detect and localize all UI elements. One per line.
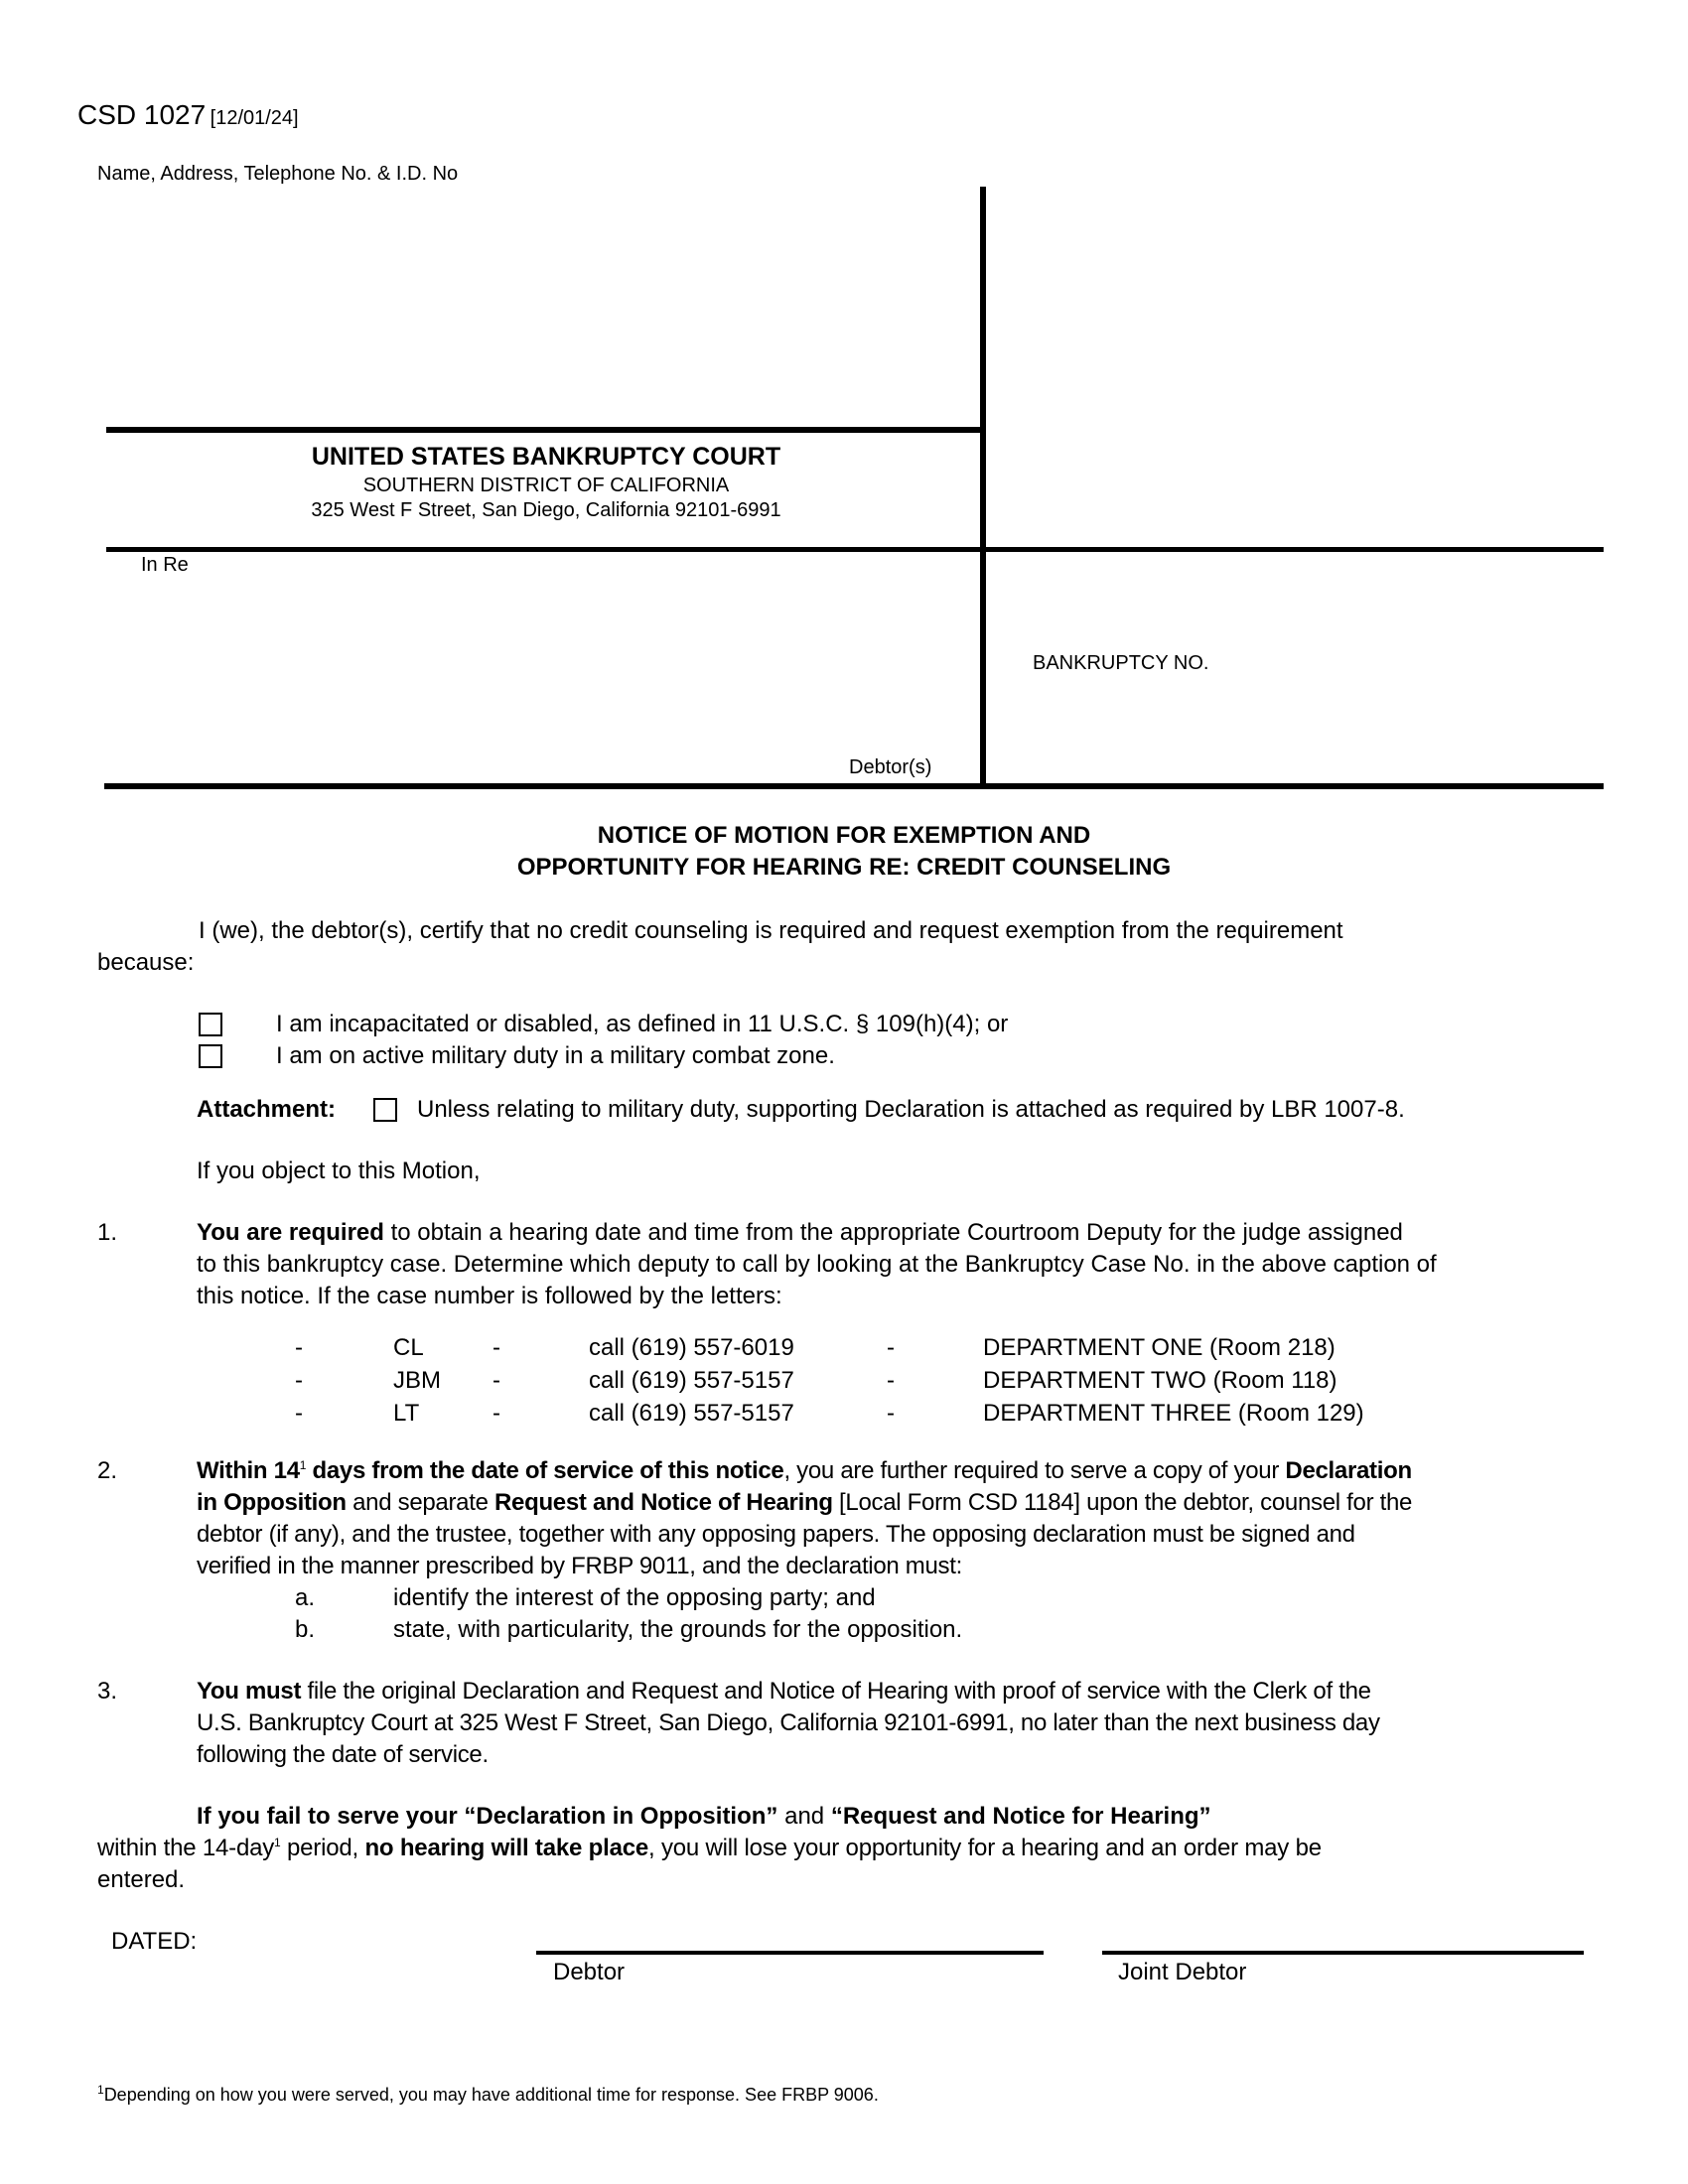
attachment-label: Attachment: bbox=[197, 1096, 337, 1123]
item2-line4: verified in the manner prescribed by FRBP 9011, and the declaration must: bbox=[197, 1553, 962, 1579]
intro-line2: because: bbox=[97, 949, 195, 976]
item3-line3: following the date of service. bbox=[197, 1741, 489, 1768]
form-id: CSD 1027 [12/01/24] bbox=[77, 99, 299, 130]
intro-line1: I (we), the debtor(s), certify that no credit counseling is required and request exemption from the requirement bbox=[199, 917, 1343, 944]
in-re-label: In Re bbox=[141, 554, 189, 576]
item2-number: 2. bbox=[97, 1457, 118, 1484]
checkbox-attachment[interactable] bbox=[373, 1098, 397, 1127]
court-address: 325 West F Street, San Diego, California 92101-6991 bbox=[311, 499, 781, 521]
objection-intro: If you object to this Motion, bbox=[197, 1158, 481, 1184]
checkbox-military[interactable] bbox=[199, 1044, 222, 1073]
item3-number: 3. bbox=[97, 1678, 118, 1705]
item2-line2: in Opposition and separate Request and Notice of Hearing [Local Form CSD 1184] upon the debtor, counsel for the bbox=[197, 1489, 1413, 1516]
name-block-label: Name, Address, Telephone No. & I.D. No bbox=[97, 163, 459, 185]
item3-line1: You must file the original Declaration and Request and Notice of Hearing with proof of service with the Clerk of the bbox=[197, 1678, 1371, 1705]
caption-line-middle bbox=[106, 547, 1604, 552]
item2-sub-b-label: b. bbox=[295, 1616, 316, 1643]
department-row: - CL - call (619) 557-6019 - DEPARTMENT ONE (Room 218) bbox=[295, 1334, 1336, 1361]
item2-line1: Within $14^1$ days from the date of service of this notice, you are further required to serve a copy of your Declaration bbox=[197, 1457, 1412, 1484]
debtors-label: Debtor(s) bbox=[849, 756, 932, 778]
notice-title-line1: NOTICE OF MOTION FOR EXEMPTION AND bbox=[597, 822, 1091, 849]
notice-title-line2: OPPORTUNITY FOR HEARING RE: CREDIT COUNSELING bbox=[516, 854, 1172, 881]
bankruptcy-no-label: BANKRUPTCY NO. bbox=[1033, 652, 1209, 674]
item1-line1: You are required to obtain a hearing date and time from the appropriate Courtroom Deputy for the judge assigned bbox=[197, 1219, 1403, 1246]
warning-line3: entered. bbox=[97, 1866, 186, 1893]
checkbox-incapacitated[interactable] bbox=[199, 1013, 222, 1041]
caption-line-bottom bbox=[104, 783, 1604, 789]
attachment-text: Unless relating to military duty, supporting Declaration is attached as required by LBR 1007-8. bbox=[417, 1096, 1405, 1123]
option-incapacitated-text: I am incapacitated or disabled, as defined in 11 U.S.C. § 109(h)(4); or bbox=[276, 1011, 1009, 1037]
footnote: $^1$Depending on how you were served, you may have additional time for response. See FRBP 9006. bbox=[97, 2083, 879, 2105]
item2-sub-a-text: identify the interest of the opposing party; and bbox=[393, 1584, 876, 1611]
joint-debtor-signature-line[interactable] bbox=[1102, 1951, 1584, 1955]
warning-line1: If you fail to serve your “Declaration in Opposition” and “Request and Notice for Hearing” bbox=[197, 1803, 1211, 1830]
item2-sub-b-text: state, with particularity, the grounds for the opposition. bbox=[393, 1616, 963, 1643]
item2-sub-a-label: a. bbox=[295, 1584, 316, 1611]
caption-line-top bbox=[106, 427, 983, 433]
debtor-signature-label: Debtor bbox=[553, 1959, 626, 1985]
department-row: - LT - call (619) 557-5157 - DEPARTMENT THREE (Room 129) bbox=[295, 1400, 1364, 1427]
warning-line2: within the 14-day$^1$ period, no hearing will take place, you will lose your opportunity for a hearing and an order may be bbox=[97, 1835, 1322, 1861]
item1-number: 1. bbox=[97, 1219, 118, 1246]
court-district: SOUTHERN DISTRICT OF CALIFORNIA bbox=[362, 475, 730, 496]
item2-line3: debtor (if any), and the trustee, together with any opposing papers. The opposing declaration must be signed and bbox=[197, 1521, 1355, 1548]
option-military-text: I am on active military duty in a military combat zone. bbox=[276, 1042, 835, 1069]
joint-debtor-signature-label: Joint Debtor bbox=[1118, 1959, 1247, 1985]
debtor-signature-line[interactable] bbox=[536, 1951, 1044, 1955]
item3-line2: U.S. Bankruptcy Court at 325 West F Street, San Diego, California 92101-6991, no later than the next business day bbox=[197, 1709, 1380, 1736]
department-row: - JBM - call (619) 557-5157 - DEPARTMENT TWO (Room 118) bbox=[295, 1367, 1337, 1394]
caption-divider-vertical bbox=[980, 187, 986, 786]
court-title: UNITED STATES BANKRUPTCY COURT bbox=[311, 443, 781, 471]
item1-line3: this notice. If the case number is followed by the letters: bbox=[197, 1283, 782, 1309]
dated-label: DATED: bbox=[111, 1928, 198, 1955]
item1-line2: to this bankruptcy case. Determine which deputy to call by looking at the Bankruptcy Case No. in the above caption of bbox=[197, 1251, 1437, 1278]
